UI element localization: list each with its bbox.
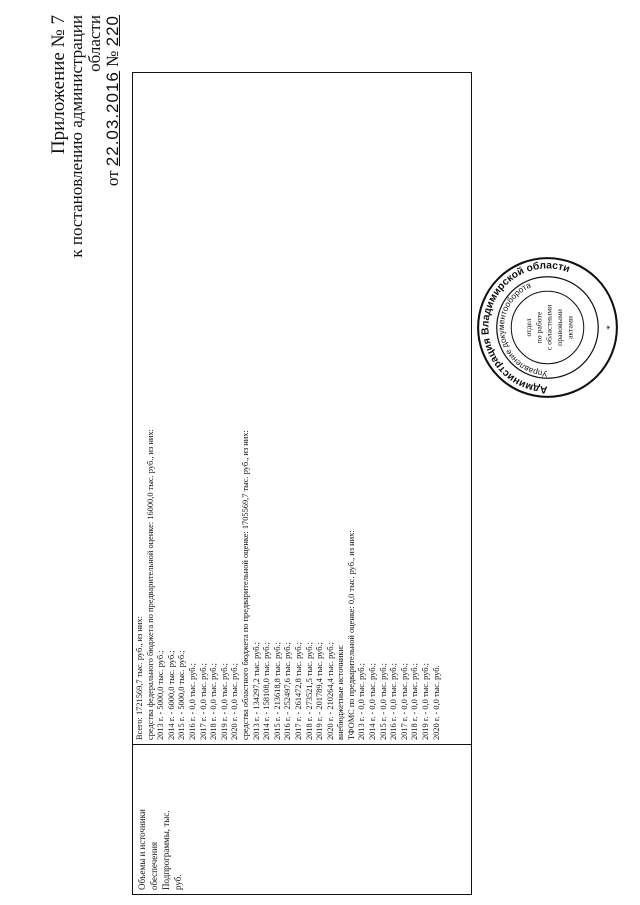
funding-line: Всего: 1721569,7 тыс. руб., из них: (135, 616, 144, 740)
resolution-date: 22.03.2016 (103, 71, 122, 167)
funding-line: 2020 г. - 0,0 тыс. руб. (431, 665, 441, 740)
funding-line: 2016 г. - 0,0 тыс. руб.; (187, 663, 197, 740)
stamp-ring-text: Управление документооборота (496, 280, 548, 379)
stamp-center-line: актами (565, 315, 575, 340)
funding-line: 2019 г. - 0,0 тыс. руб.; (421, 663, 431, 740)
label-line: обеспечения (149, 841, 159, 890)
label-line: Объемы и источники (137, 809, 147, 890)
funding-line: 2015 г. - 5000,0 тыс. руб.; (177, 650, 187, 740)
funding-line: 2013 г. - 0,0 тыс. руб.; (357, 663, 367, 740)
funding-line: 2017 г. - 0,0 тыс. руб.; (198, 663, 208, 740)
number-prefix: № (103, 50, 122, 67)
funding-line: 2020 г. - 210264,4 тыс. руб.; (325, 642, 335, 740)
funding-line: 2019 г. - 0,0 тыс. руб.; (219, 663, 229, 740)
stamp-outer-text: Администрация Владимирской области (480, 260, 572, 395)
funding-line: 2013 г. - 134297,2 тыс. руб.; (251, 642, 261, 740)
funding-line: 2018 г. - 0,0 тыс. руб.; (410, 663, 420, 740)
stamp-star: * (605, 325, 616, 330)
stamp-center-line: с областными (544, 304, 554, 351)
funding-line: средства федерального бюджета по предварительной оценке: 16000,0 тыс. руб., из них: (145, 429, 155, 740)
funding-line: внебюджетные источники: (336, 644, 346, 740)
funding-line: 2020 г. - 0,0 тыс. руб.; (230, 663, 240, 740)
resolution-dateline (104, 15, 122, 295)
stamp-center-line: по работе (534, 311, 544, 344)
funding-line: 2018 г. - 273521,5 тыс. руб.; (304, 642, 314, 740)
official-stamp (475, 255, 620, 400)
date-prefix: от (103, 170, 122, 187)
funding-line: 2014 г. - 6000,0 тыс. руб.; (166, 650, 176, 740)
funding-values-cell (133, 73, 471, 744)
stamp-center-line: правовыми (555, 309, 564, 346)
appendix-title: Приложение № 7 (48, 15, 69, 155)
funding-line: 2014 г. - 158108,0 тыс. руб.; (262, 642, 272, 740)
funding-line: 2016 г. - 252497,6 тыс. руб.; (283, 642, 293, 740)
funding-line: средства областного бюджета по предварительной оценке: 1705569,7 тыс. руб., из них: (240, 430, 250, 740)
appendix-header (50, 15, 122, 295)
appendix-subtitle: к постановлению администрации области (67, 15, 104, 258)
funding-line: 2017 г. - 261472,8 тыс. руб.; (293, 642, 303, 740)
funding-line: 2014 г. - 0,0 тыс. руб.; (368, 663, 378, 740)
funding-label-cell (133, 744, 471, 894)
funding-line: ТФОМС по предварительной оценке: 0,0 тыс. руб., из них: (346, 530, 356, 740)
funding-line: 2013 г. - 5000,0 тыс. руб.; (156, 650, 166, 740)
label-line: руб. (173, 874, 183, 890)
funding-line: 2016 г. - 0,0 тыс. руб.; (389, 663, 399, 740)
funding-line: 2018 г. - 0,0 тыс. руб.; (209, 663, 219, 740)
funding-line: 2017 г. - 0,0 тыс. руб.; (399, 663, 409, 740)
resolution-number: 220 (103, 15, 122, 47)
label-line: Подпрограммы, тыс. (161, 810, 171, 890)
funding-line: 2019 г. - 201789,4 тыс. руб.; (315, 642, 325, 740)
funding-line: 2015 г. - 213618,8 тыс. руб.; (272, 642, 282, 740)
funding-line: 2015 г. - 0,0 тыс. руб.; (378, 663, 388, 740)
funding-table (132, 72, 472, 895)
stamp-center-line: отдел (523, 318, 533, 337)
